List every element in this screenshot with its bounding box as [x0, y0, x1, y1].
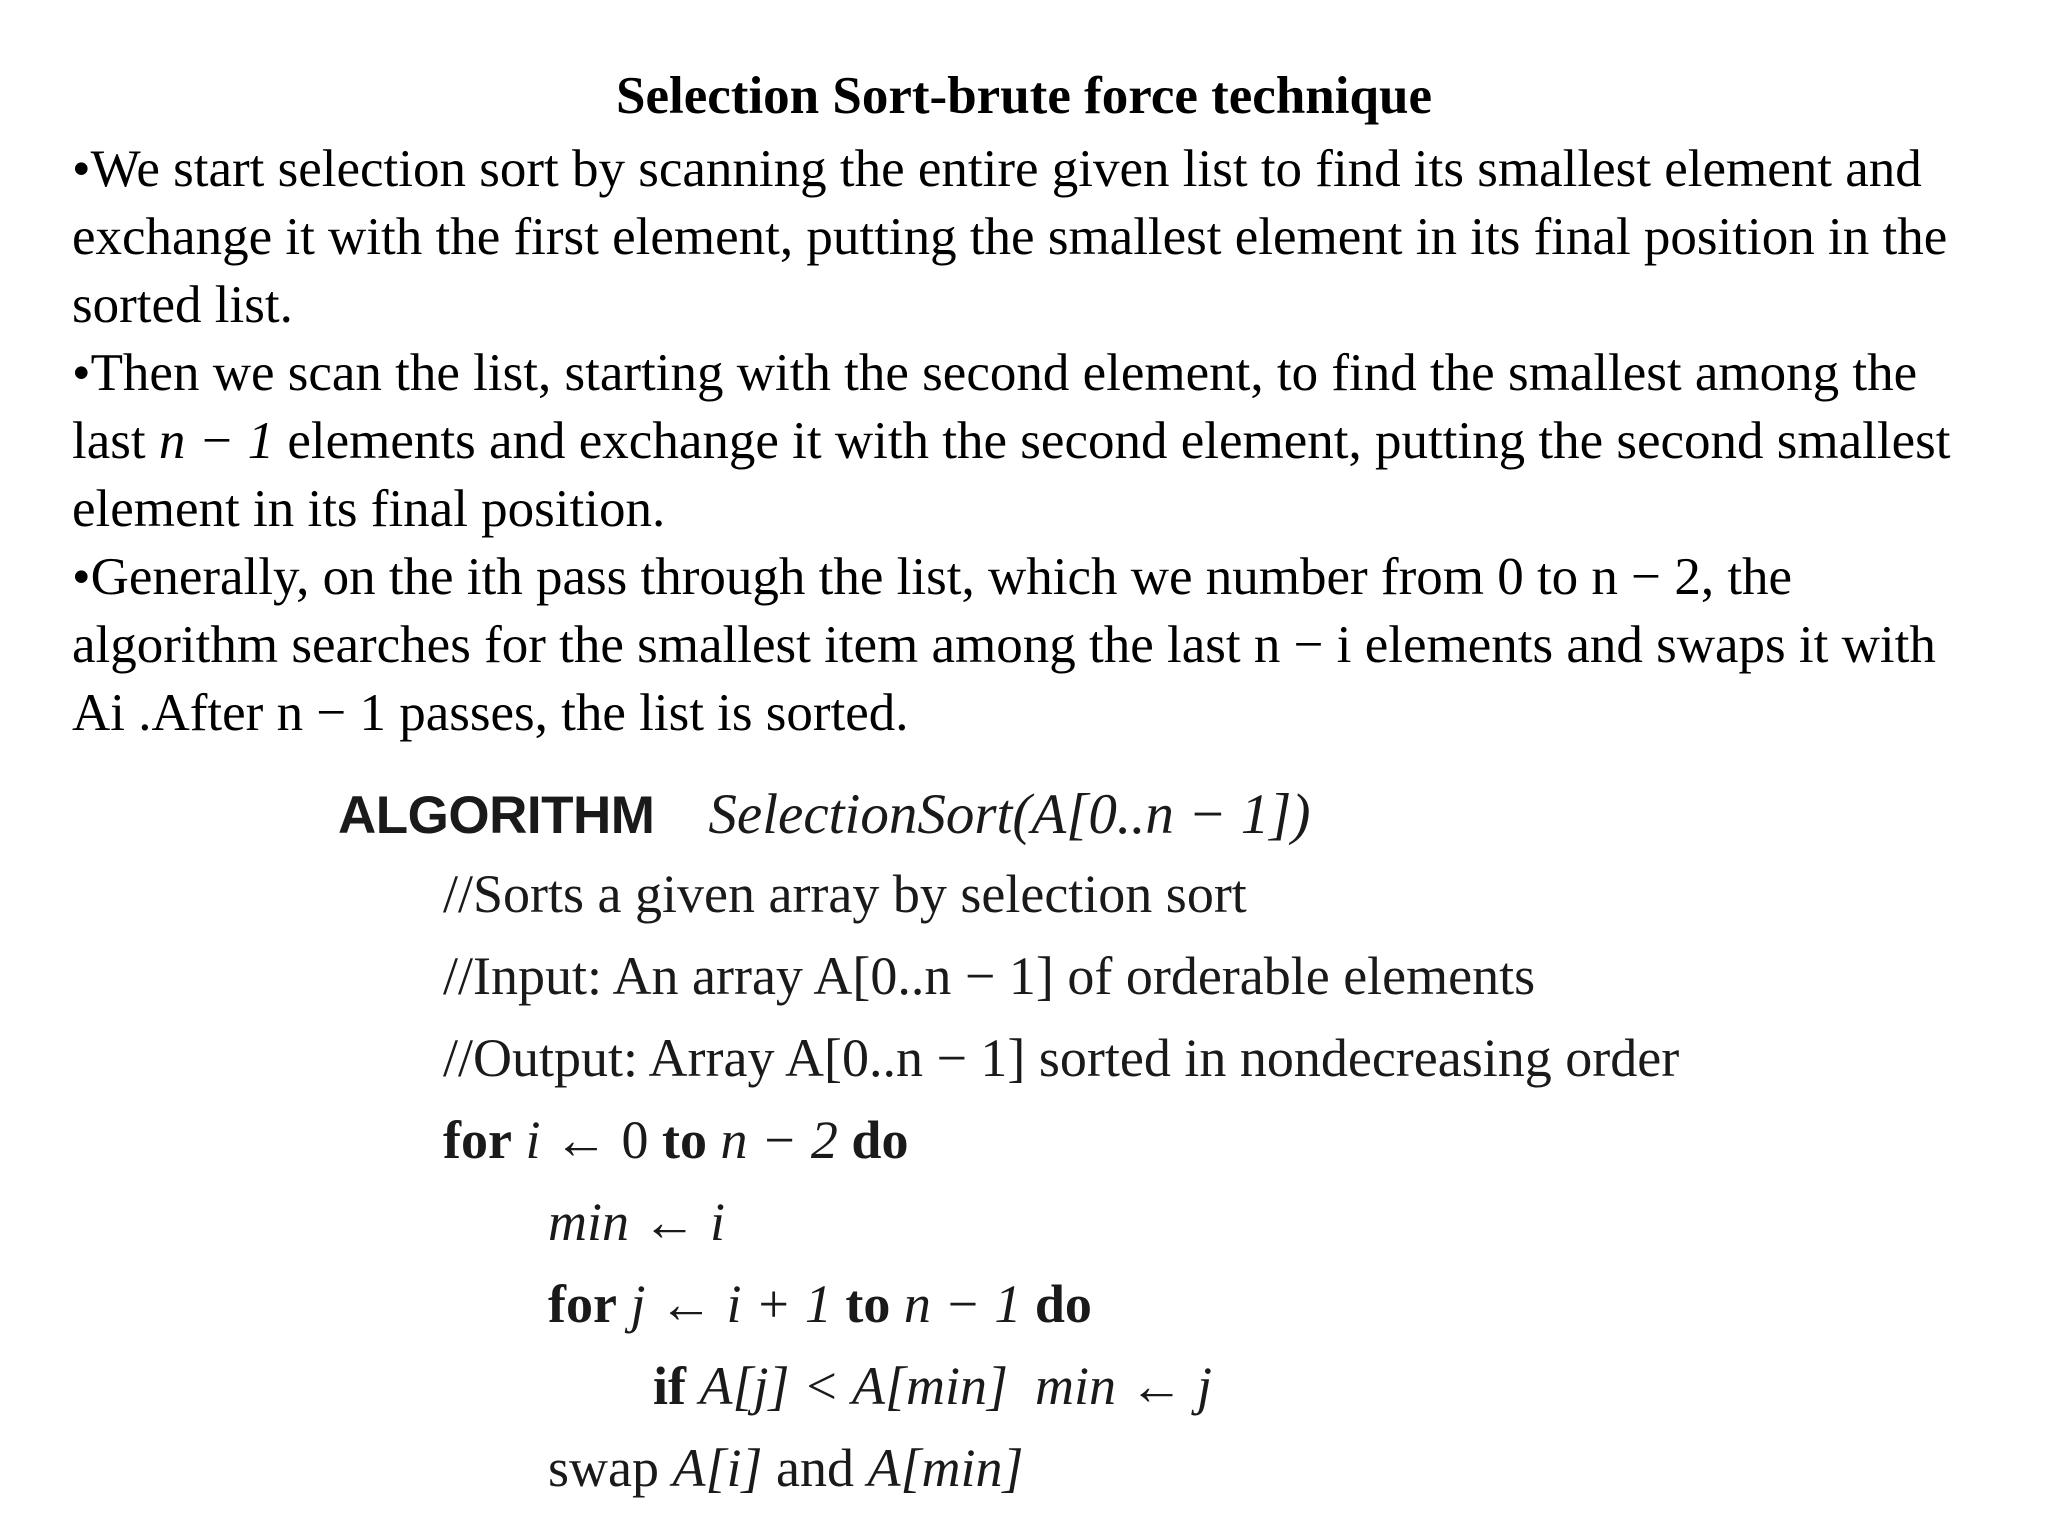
swap-operand: A[min] — [867, 1438, 1024, 1498]
kw-for: for — [548, 1274, 617, 1334]
loop-from: 0 — [621, 1110, 649, 1170]
algorithm-comment: //Sorts a given array by selection sort — [443, 864, 1247, 924]
bullet-text: Then we scan the list, starting with the second element, to find the smallest among the last — [72, 344, 1918, 470]
bullet-item — [72, 135, 1992, 339]
loop-limit: n − 1 — [903, 1274, 1022, 1334]
assign-arrow: ← — [629, 1192, 710, 1252]
bullet-text-cont: elements and exchange it with the second element, putting the second smallest element in its final position. — [72, 412, 1951, 538]
bullet-item — [72, 339, 1992, 543]
swap-line — [338, 1427, 1958, 1509]
loop-from: i + 1 — [726, 1274, 832, 1334]
bullet-marker: • — [72, 140, 91, 198]
loop-limit: n − 2 — [720, 1110, 838, 1170]
assign-arrow: ← — [645, 1274, 727, 1334]
bullet-text: We start selection sort by scanning the entire given list to find its smallest element and exchange it with the first element, putting the smallest element in its final position in the sorted list. — [72, 140, 1948, 334]
kw-and: and — [776, 1438, 854, 1498]
algorithm-comment: //Input: An array A[0..n − 1] of orderable elements — [443, 946, 1536, 1006]
kw-for: for — [443, 1110, 512, 1170]
bullet-text: Generally, on the ith pass through the list, which we number from 0 to n − 2, the algorithm searches for the smallest item among the last n − i elements and swaps it with Ai .After n − 1 passes, the list is sorted. — [72, 548, 1936, 742]
swap-operand: A[i] — [672, 1438, 763, 1498]
loop-var: j — [630, 1274, 646, 1334]
bullet-list — [72, 135, 1992, 747]
kw-swap: swap — [548, 1438, 659, 1498]
loop-var: i — [525, 1110, 541, 1170]
init-rhs: i — [710, 1192, 726, 1252]
if-line — [338, 1345, 1958, 1427]
kw-do: do — [1034, 1274, 1092, 1334]
bullet-item — [72, 543, 1992, 747]
kw-if: if — [653, 1356, 686, 1416]
outer-loop-line — [338, 1099, 1958, 1181]
kw-to: to — [661, 1110, 707, 1170]
bullet-math: n − 1 — [158, 412, 275, 470]
algorithm-block — [338, 778, 1958, 1509]
bullet-marker: • — [72, 344, 91, 402]
if-action: min ← j — [1035, 1356, 1213, 1416]
algorithm-keyword: ALGORITHM — [338, 786, 655, 845]
bullet-marker: • — [72, 548, 91, 606]
algorithm-header — [338, 778, 1958, 853]
inner-loop-line — [338, 1263, 1958, 1345]
kw-to: to — [845, 1274, 891, 1334]
slide-title: Selection Sort-brute force technique — [616, 67, 1432, 125]
assign-arrow: ← — [540, 1110, 622, 1170]
algorithm-comment: //Output: Array A[0..n − 1] sorted in nondecreasing order — [443, 1028, 1680, 1088]
algorithm-signature: SelectionSort(A[0..n − 1]) — [708, 783, 1311, 846]
kw-do: do — [851, 1110, 909, 1170]
init-line — [338, 1181, 1958, 1263]
init-lhs: min — [548, 1192, 629, 1252]
if-condition: A[j] < A[min] — [699, 1356, 1008, 1416]
